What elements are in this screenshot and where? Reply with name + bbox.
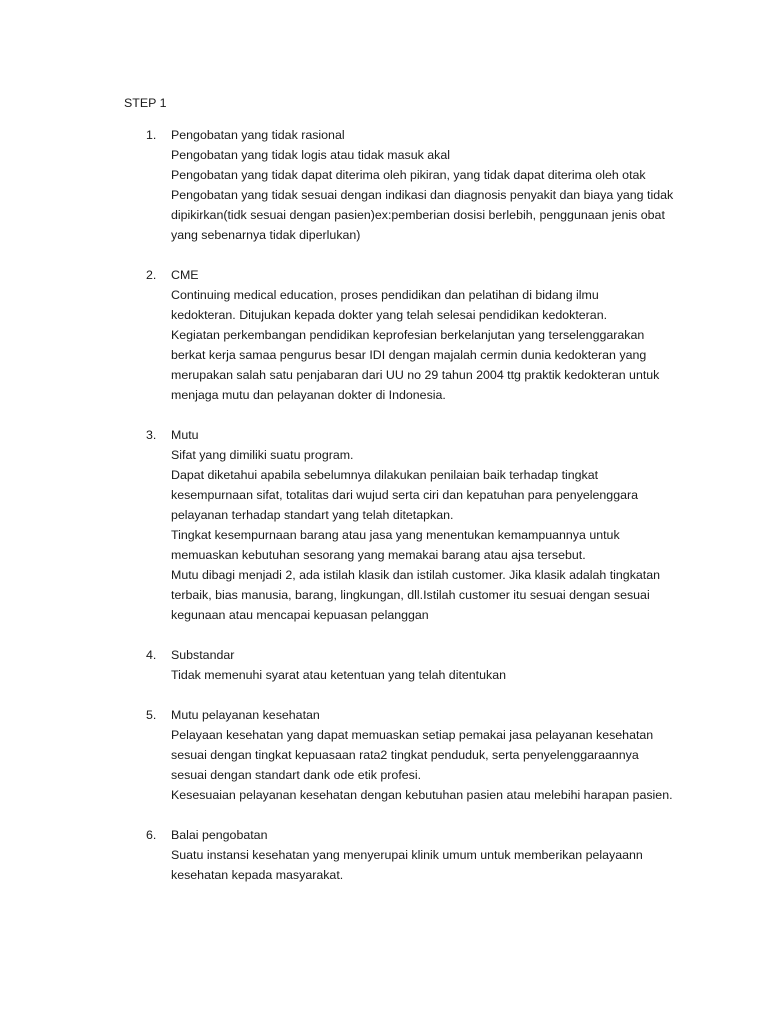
item-line: Pengobatan yang tidak dapat diterima oleh pikiran, yang tidak dapat diterima oleh otak	[171, 168, 646, 182]
numbered-list	[0, 125, 768, 905]
item-body	[171, 645, 711, 685]
item-line: Kesesuaian pelayanan kesehatan dengan kebutuhan pasien atau melebihi harapan pasien.	[171, 788, 673, 802]
item-heading: Pengobatan yang tidak rasional	[171, 128, 345, 142]
list-item	[0, 265, 768, 405]
item-heading: Mutu pelayanan kesehatan	[171, 708, 320, 722]
item-line: Pengobatan yang tidak sesuai dengan indikasi dan diagnosis penyakit dan biaya yang tidak	[171, 188, 674, 202]
item-number: 2.	[146, 268, 157, 282]
list-item	[0, 425, 768, 625]
item-line: Continuing medical education, proses pendidikan dan pelatihan di bidang ilmu	[171, 288, 599, 302]
item-line: Tingkat kesempurnaan barang atau jasa yang menentukan kemampuannya untuk	[171, 528, 620, 542]
item-line: merupakan salah satu penjabaran dari UU no 29 tahun 2004 ttg praktik kedokteran untuk	[171, 368, 660, 382]
item-line: sesuai dengan tingkat kepuasaan rata2 tingkat penduduk, serta penyelenggaraannya	[171, 748, 639, 762]
item-line: Dapat diketahui apabila sebelumnya dilakukan penilaian baik terhadap tingkat	[171, 468, 599, 482]
list-item	[0, 705, 768, 805]
item-number: 4.	[146, 648, 157, 662]
item-number: 6.	[146, 828, 157, 842]
item-line: memuaskan kebutuhan sesorang yang memakai barang atau ajsa tersebut.	[171, 548, 586, 562]
item-body	[171, 265, 711, 405]
list-item	[0, 125, 768, 245]
item-number: 3.	[146, 428, 157, 442]
item-heading: CME	[171, 268, 199, 282]
item-line: dipikirkan(tidk sesuai dengan pasien)ex:pemberian dosisi berlebih, penggunaan jenis obat	[171, 208, 665, 222]
item-line: Tidak memenuhi syarat atau ketentuan yang telah ditentukan	[171, 668, 506, 682]
item-line: Pengobatan yang tidak logis atau tidak masuk akal	[171, 148, 450, 162]
step-title: STEP 1	[124, 96, 167, 110]
item-line: menjaga mutu dan pelayanan dokter di Indonesia.	[171, 388, 446, 402]
item-line: sesuai dengan standart dank ode etik profesi.	[171, 768, 422, 782]
item-line: berkat kerja samaa pengurus besar IDI dengan majalah cermin dunia kedokteran yang	[171, 348, 647, 362]
item-body	[171, 705, 711, 805]
item-line: Suatu instansi kesehatan yang menyerupai klinik umum untuk memberikan pelayaann	[171, 848, 643, 862]
item-line: yang sebenarnya tidak diperlukan)	[171, 228, 361, 242]
item-line: kedokteran. Ditujukan kepada dokter yang telah selesai pendidikan kedokteran.	[171, 308, 608, 322]
item-heading: Mutu	[171, 428, 199, 442]
item-line: Sifat yang dimiliki suatu program.	[171, 448, 354, 462]
item-heading: Balai pengobatan	[171, 828, 268, 842]
item-heading: Substandar	[171, 648, 235, 662]
item-line: kegunaan atau mencapai kepuasan pelanggan	[171, 608, 429, 622]
item-number: 1.	[146, 128, 157, 142]
item-body	[171, 425, 711, 625]
item-line: Mutu dibagi menjadi 2, ada istilah klasik dan istilah customer. Jika klasik adalah tingkatan	[171, 568, 661, 582]
item-line: kesehatan kepada masyarakat.	[171, 868, 344, 882]
item-body	[171, 825, 711, 885]
item-line: terbaik, bias manusia, barang, lingkungan, dll.Istilah customer itu sesuai dengan sesuai	[171, 588, 650, 602]
item-line: kesempurnaan sifat, totalitas dari wujud serta ciri dan kepatuhan para penyelenggara	[171, 488, 639, 502]
item-line: Kegiatan perkembangan pendidikan keprofesian berkelanjutan yang terselenggarakan	[171, 328, 645, 342]
list-item	[0, 825, 768, 885]
item-line: Pelayaan kesehatan yang dapat memuaskan setiap pemakai jasa pelayanan kesehatan	[171, 728, 654, 742]
list-item	[0, 645, 768, 685]
item-body	[171, 125, 711, 245]
item-number: 5.	[146, 708, 157, 722]
item-line: pelayanan terhadap standart yang telah ditetapkan.	[171, 508, 454, 522]
